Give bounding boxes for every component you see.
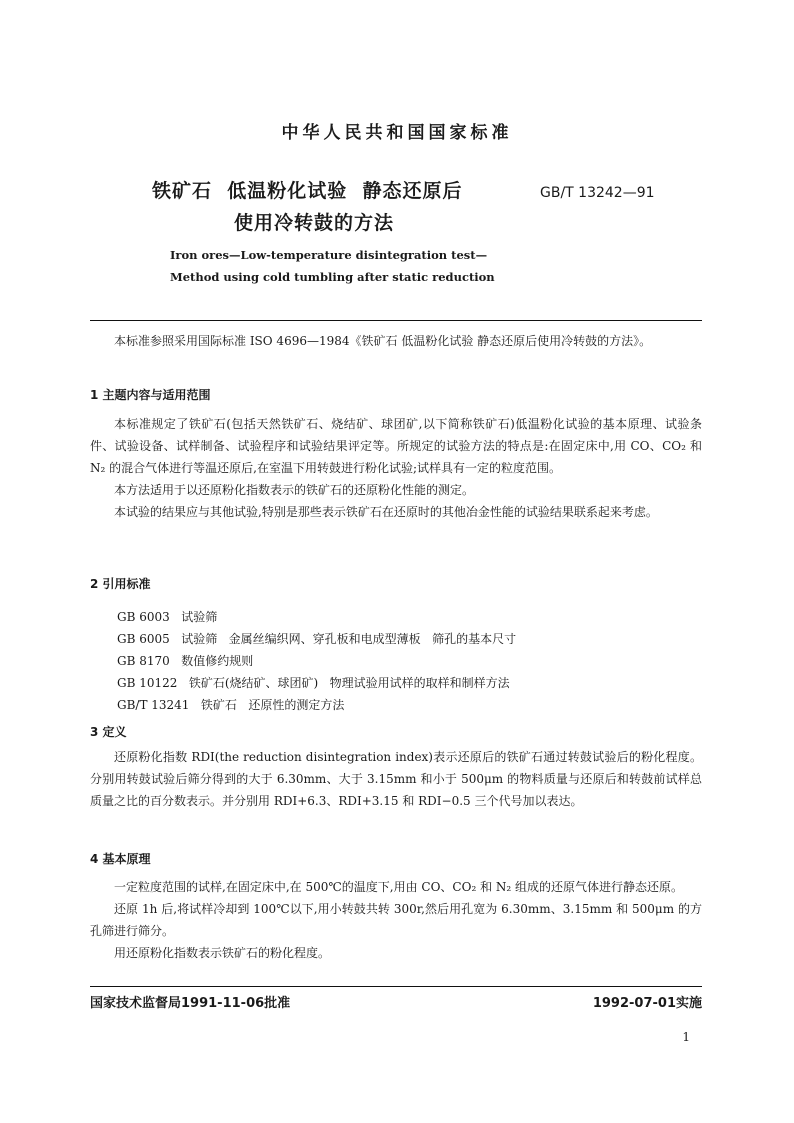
section-2-heading: 2 引用标准 (90, 577, 151, 591)
page-number: 1 (682, 1030, 690, 1044)
standard-number: GB/T 13242—91 (540, 185, 655, 201)
section-1-p1: 本标准规定了铁矿石(包括天然铁矿石、烧结矿、球团矿,以下简称铁矿石)低温粉化试验的基本原理、试验条件、试验设备、试样制备、试验程序和试验结果评定等。所规定的试验方法的特点是:在固定床中,用 CO、CO₂ 和 N₂ 的混合气体进行等温还原后,在室温下用转鼓进行粉化试验;试样具有一定的粒度范围。 (90, 417, 702, 475)
section-1-body (90, 413, 702, 523)
title-zh-line1: 铁矿石 低温粉化试验 静态还原后 (152, 180, 463, 202)
section-4-p3: 用还原粉化指数表示铁矿石的粉化程度。 (114, 946, 331, 960)
section-4-p1: 一定粒度范围的试样,在固定床中,在 500℃的温度下,用由 CO、CO₂ 和 N₂ 组成的还原气体进行静态还原。 (114, 880, 684, 894)
approval-date: 国家技术监督局1991-11-06批准 (90, 996, 291, 1011)
section-4-p2: 还原 1h 后,将试样冷却到 100℃以下,用小转鼓共转 300r,然后用孔宽为 6.30mm、3.15mm 和 500μm 的方孔筛进行筛分。 (90, 902, 702, 938)
section-3-heading: 3 定义 (90, 725, 127, 739)
section-4-body (90, 876, 702, 964)
title-en-line2: Method using cold tumbling after static reduction (170, 270, 495, 284)
section-4-heading: 4 基本原理 (90, 852, 151, 866)
section-1-heading: 1 主题内容与适用范围 (90, 388, 211, 402)
intro-paragraph (90, 330, 702, 352)
section-1-p3: 本试验的结果应与其他试验,特别是那些表示铁矿石在还原时的其他冶金性能的试验结果联系起来考虑。 (114, 505, 658, 519)
reference-item: GB 6005 试验筛 金属丝编织网、穿孔板和电成型薄板 筛孔的基本尺寸 (117, 632, 517, 646)
implementation-date: 1992-07-01实施 (592, 996, 702, 1011)
bottom-divider (90, 986, 702, 987)
section-3-p1: 还原粉化指数 RDI(the reduction disintegration index)表示还原后的铁矿石通过转鼓试验后的粉化程度。分别用转鼓试验后筛分得到的大于 6.30mm、大于 3.15mm 和小于 500μm 的物料质量与还原后和转鼓前试样总质量之比的百分数表示。并分别用 RDI+6.3、RDI+3.15 和 RDI−0.5 三个代号加以表达。 (90, 750, 702, 808)
intro-text: 本标准参照采用国际标准 ISO 4696—1984《铁矿石 低温粉化试验 静态还原后使用冷转鼓的方法》。 (114, 334, 652, 348)
title-en-line1: Iron ores—Low-temperature disintegration test— (170, 248, 488, 262)
national-standard-header: 中华人民共和国国家标准 (281, 123, 513, 143)
title-zh-line2: 使用冷转鼓的方法 (234, 212, 395, 234)
reference-item: GB/T 13241 铁矿石 还原性的测定方法 (117, 698, 345, 712)
reference-item: GB 10122 铁矿石(烧结矿、球团矿) 物理试验用试样的取样和制样方法 (117, 676, 510, 690)
top-divider (90, 320, 702, 321)
reference-item: GB 6003 试验筛 (117, 610, 218, 624)
reference-item: GB 8170 数值修约规则 (117, 654, 254, 668)
section-1-p2: 本方法适用于以还原粉化指数表示的铁矿石的还原粉化性能的测定。 (114, 483, 475, 497)
section-3-body (90, 746, 702, 812)
